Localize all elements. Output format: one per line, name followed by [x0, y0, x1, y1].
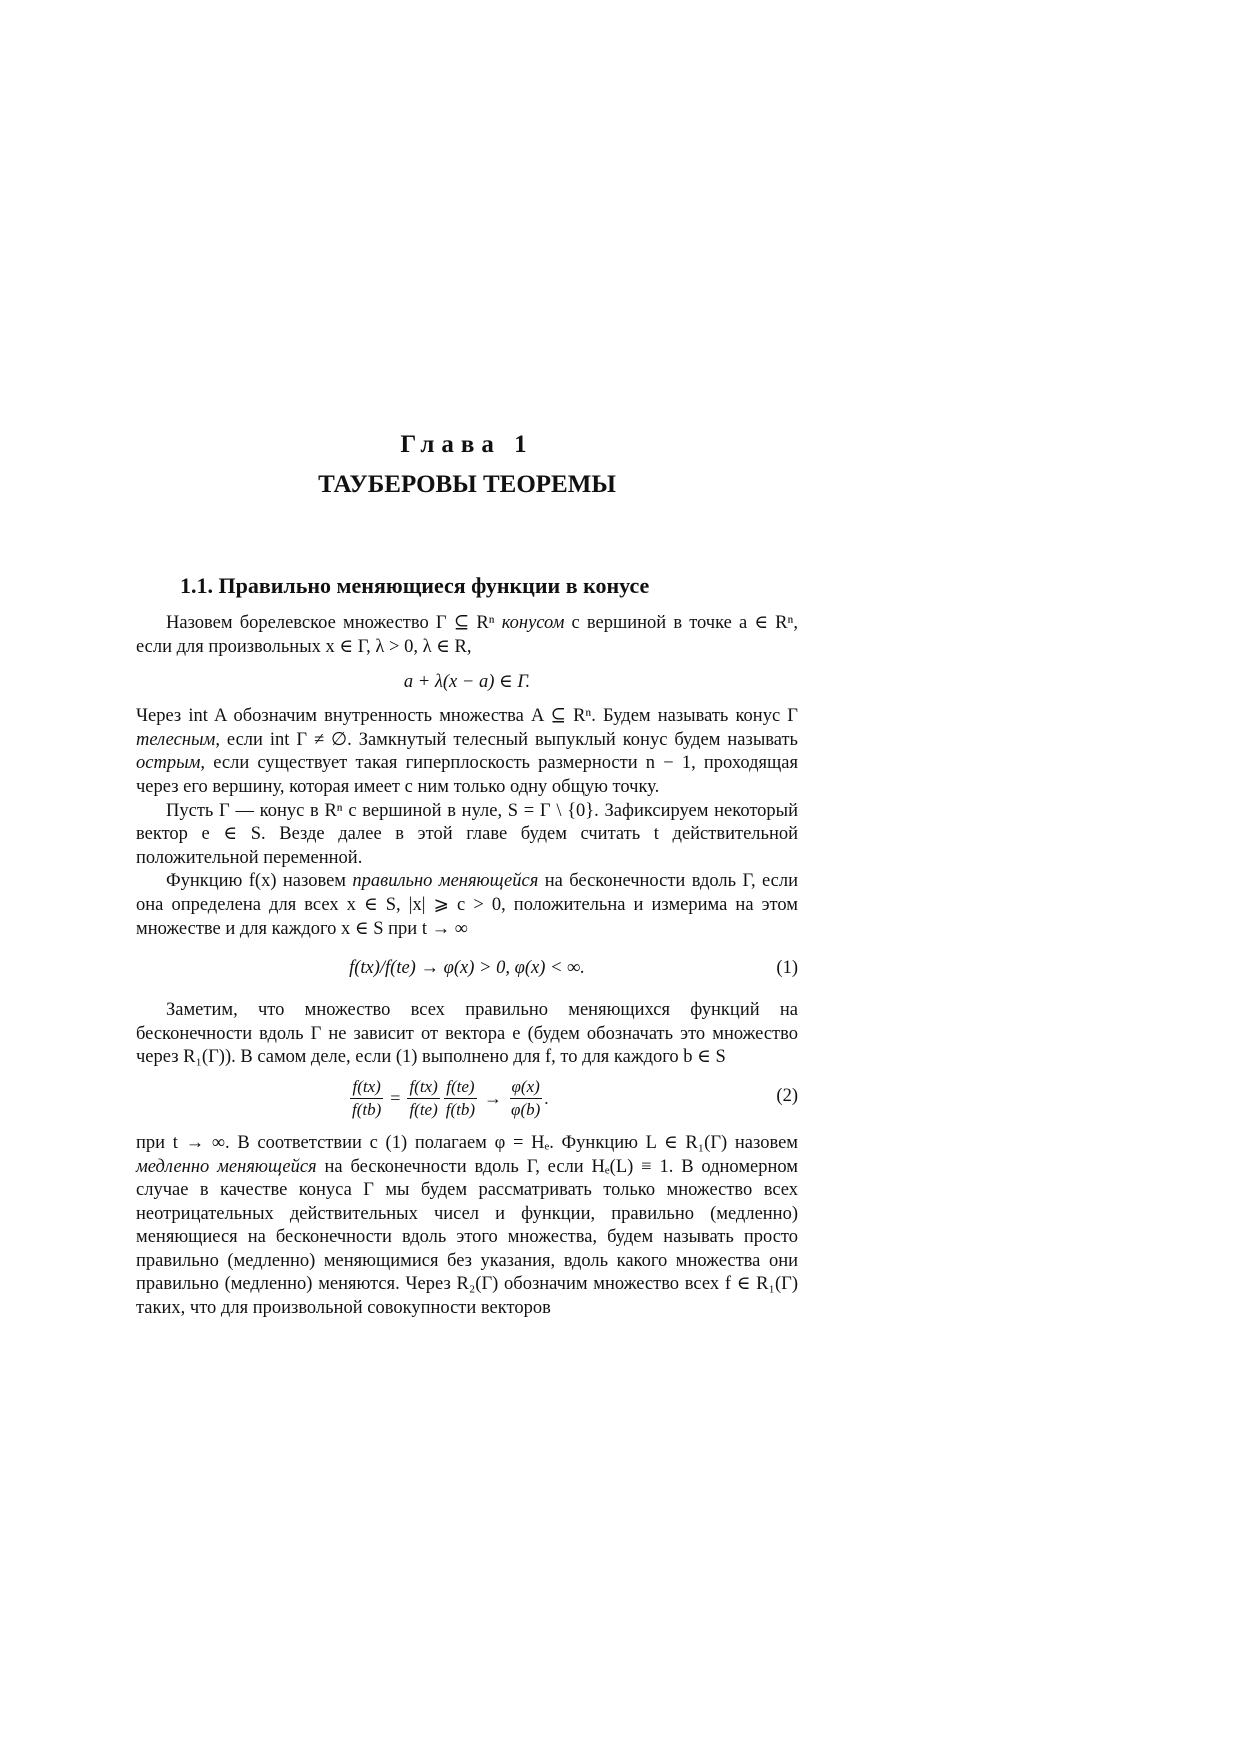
fraction	[509, 1076, 542, 1121]
equation-2-body	[348, 1074, 549, 1124]
text-span: на бесконечности вдоль Γ, если она определена для всех x ∈ S, |x| ⩾ c > 0, положительна и измерима на этом множестве и для каждого x ∈ S при t → ∞	[136, 871, 799, 939]
paragraph-slowly-varying	[136, 1132, 798, 1321]
period: .	[544, 1088, 549, 1108]
text-span: на бесконечности вдоль Γ, если Hₑ(L) ≡ 1. В одномерном случае в качестве конуса Γ мы будем рассматривать только множество всех неотрицательных действительных чисел и функции, правильно (медленно) меняющиеся на бесконечности вдоль этого множества, будем называть просто правильно (медленно) меняющимися без указания, вдоль какого множества они правильно (медленно) меняются. Через R₂(Γ) обозначим множество всех f ∈ R₁(Γ) таких, что для произвольной совокупности векторов	[136, 1156, 798, 1319]
text-span: , если существует такая гиперплоскость размерности n − 1, проходящая через его вершину, которая имеет с ним только одну общую точку.	[136, 753, 798, 797]
text-span: с вершиной в точке a ∈ Rⁿ, если для произвольных x ∈ Γ, λ > 0, λ ∈ R,	[136, 613, 798, 657]
paragraph-independence: Заметим, что множество всех правильно меняющихся функций на бесконечности вдоль Γ не зависит от вектора e (будем обозначать это множество через R₁(Γ)). В самом деле, если (1) выполнено для f, то для каждого b ∈ S	[136, 1000, 798, 1068]
denominator: φ(b)	[511, 1100, 541, 1120]
fraction	[407, 1076, 439, 1121]
term-regularly-varying: правильно меняющейся	[352, 871, 539, 892]
numerator: φ(x)	[510, 1076, 542, 1099]
fraction	[350, 1076, 383, 1121]
text-span: Через int A обозначим внутренность множества A ⊆ Rⁿ. Будем называть конус Γ	[136, 706, 798, 727]
paragraph-regular-varying	[136, 870, 798, 941]
denominator: f(tb)	[445, 1100, 476, 1120]
term-cone: конусом	[501, 613, 565, 633]
denominator: f(te)	[409, 1100, 438, 1120]
page-content	[136, 430, 798, 1321]
text-span: Функцию f(x) назовем	[166, 871, 353, 892]
term-sharp: острым	[136, 753, 201, 774]
section-title: 1.1. Правильно меняющиеся функции в конусе	[180, 573, 650, 598]
chapter-label: Глава 1	[400, 431, 534, 458]
text-span: , если int Γ ≠ ∅. Замкнутый телесный выпуклый конус будем называть	[215, 729, 798, 750]
paragraph-solid-cone	[136, 705, 798, 799]
numerator: f(te)	[444, 1076, 476, 1099]
equation-number: (2)	[776, 1085, 798, 1106]
paragraph-cone-definition	[136, 612, 798, 659]
denominator: f(tb)	[352, 1100, 382, 1120]
equals-sign: =	[390, 1088, 401, 1109]
equation-2	[136, 1074, 798, 1124]
equation-cone	[136, 669, 798, 695]
term-slowly-varying: медленно меняющейся	[136, 1156, 317, 1177]
paragraph-vector-e: Пусть Γ — конус в Rⁿ с вершиной в нуле, S = Γ \ {0}. Зафиксируем некоторый вектор e ∈ S. Везде далее в этой главе будем считать t действительной положительной переменной.	[136, 800, 798, 868]
text-span: при t → ∞. В соответствии с (1) полагаем φ = Hₑ. Функцию L ∈ R₁(Γ) назовем	[136, 1132, 798, 1153]
term-solid: телесным	[136, 729, 216, 750]
chapter-title: ТАУБЕРОВЫ ТЕОРЕМЫ	[318, 471, 616, 498]
arrow-sign: →	[484, 1088, 503, 1109]
numerator: f(tx)	[350, 1076, 382, 1099]
equation-text: a + λ(x − a) ∈ Γ.	[403, 672, 531, 693]
equation-number: (1)	[776, 958, 798, 979]
numerator: f(tx)	[407, 1076, 439, 1099]
equation-1	[136, 955, 798, 981]
fraction	[444, 1076, 477, 1121]
equation-text: f(tx)/f(te) → φ(x) > 0, φ(x) < ∞.	[349, 958, 585, 979]
text-span: Назовем борелевское множество Γ ⊆ Rⁿ	[166, 613, 502, 633]
